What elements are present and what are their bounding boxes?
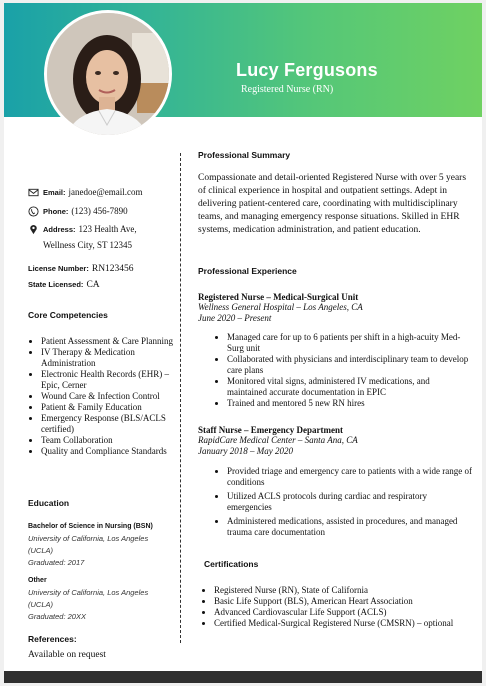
email-row [28, 186, 143, 199]
job-1-dates: June 2020 – Present [198, 313, 272, 323]
email-label: Email: [43, 188, 66, 197]
list-item: • Trained and mentored 5 new RN hires [227, 398, 472, 409]
summary-text: Compassionate and detail-oriented Registered Nurse with over 5 years of clinical experience in hospital and outpatient settings. Adept in delivering patient-centered care, coordinating with multidisciplinary teams, and managing emergency response situations. Skilled in EHR systems, medication administration, and patient education. [198, 173, 467, 235]
email-value: janedoe@email.com [68, 187, 143, 197]
address-row [28, 223, 137, 252]
license-number: RN123456 [91, 264, 134, 274]
candidate-title: Registered Nurse (RN) [241, 84, 334, 95]
experience-heading: Professional Experience [198, 266, 297, 276]
list-item: • Administered medications, assisted in procedures, and managed trauma care documentation [227, 516, 472, 538]
list-item: • Team Collaboration [41, 435, 176, 446]
job-1-title: Registered Nurse – Medical-Surgical Unit [198, 292, 359, 302]
certifications-heading: Certifications [204, 559, 259, 569]
list-item: • Emergency Response (BLS/ACLS certified) [41, 413, 176, 435]
certifications-list [214, 585, 476, 629]
job-2-dates: January 2018 – May 2020 [198, 446, 293, 456]
competencies-heading: Core Competencies [28, 310, 108, 320]
license-state-label: State Licensed: [28, 280, 84, 289]
phone-icon [28, 206, 39, 217]
job-2-company: RapidCare Medical Center – Santa Ana, CA [198, 435, 358, 445]
references-text: Available on request [28, 650, 106, 660]
list-item: • Registered Nurse (RN), State of California [214, 585, 476, 596]
school-2-line1: University of California, Los Angeles [28, 588, 149, 597]
column-divider [180, 153, 181, 643]
school-1-line1: University of California, Los Angeles [28, 534, 149, 543]
phone-value: (123) 456-7890 [71, 206, 128, 216]
location-pin-icon [28, 224, 39, 235]
address-line1: 123 Health Ave, [78, 224, 137, 234]
list-item: • IV Therapy & Medication Administration [41, 347, 176, 369]
list-item: • Electronic Health Records (EHR) – Epic, Cerner [41, 369, 176, 391]
license-block [28, 262, 134, 292]
degree-1: Bachelor of Science in Nursing (BSN) [28, 523, 153, 530]
job-2 [198, 425, 478, 538]
school-2-line2: (UCLA) [28, 600, 54, 609]
job-1 [198, 292, 478, 409]
graduation-1: Graduated: 2017 [28, 558, 85, 567]
address-line2: Wellness City, ST 12345 [43, 240, 133, 250]
list-item: • Certified Medical-Surgical Registered Nurse (CMSRN) – optional [214, 618, 476, 629]
list-item: • Utilized ACLS protocols during cardiac and respiratory emergencies [227, 491, 472, 513]
references-heading: References: [28, 634, 77, 644]
list-item: • Advanced Cardiovascular Life Support (ACLS) [214, 607, 476, 618]
list-item: • Monitored vital signs, administered IV medications, and maintained accurate documentation in EPIC [227, 376, 472, 398]
job-1-company: Wellness General Hospital – Los Angeles, CA [198, 302, 363, 312]
school-1-line2: (UCLA) [28, 546, 54, 555]
summary-heading: Professional Summary [198, 150, 291, 160]
list-item: • Patient & Family Education [41, 402, 176, 413]
email-icon [28, 187, 39, 198]
profile-photo [44, 10, 172, 138]
list-item: • Managed care for up to 6 patients per shift in a high-acuity Med-Surg unit [227, 332, 472, 354]
list-item: • Patient Assessment & Care Planning [41, 336, 176, 347]
list-item: • Provided triage and emergency care to patients with a wide range of conditions [227, 466, 472, 488]
education-heading: Education [28, 498, 70, 508]
address-label: Address: [43, 225, 76, 234]
phone-row [28, 205, 128, 218]
candidate-name: Lucy Fergusons [236, 60, 378, 80]
list-item: • Wound Care & Infection Control [41, 391, 176, 402]
graduation-2: Graduated: 20XX [28, 612, 86, 621]
job-2-title: Staff Nurse – Emergency Department [198, 425, 343, 435]
competencies-list [41, 336, 176, 457]
list-item: • Basic Life Support (BLS), American Heart Association [214, 596, 476, 607]
footer-bar [4, 671, 482, 683]
degree-2: Other [28, 577, 47, 584]
list-item: • Collaborated with physicians and interdisciplinary team to develop care plans [227, 354, 472, 376]
education-block [28, 523, 178, 623]
list-item: • Quality and Compliance Standards [41, 446, 176, 457]
resume-page [4, 3, 482, 683]
job-2-bullets [227, 466, 472, 538]
phone-label: Phone: [43, 207, 69, 216]
license-state: CA [86, 280, 100, 290]
license-number-label: License Number: [28, 264, 89, 273]
job-1-bullets [227, 332, 472, 409]
